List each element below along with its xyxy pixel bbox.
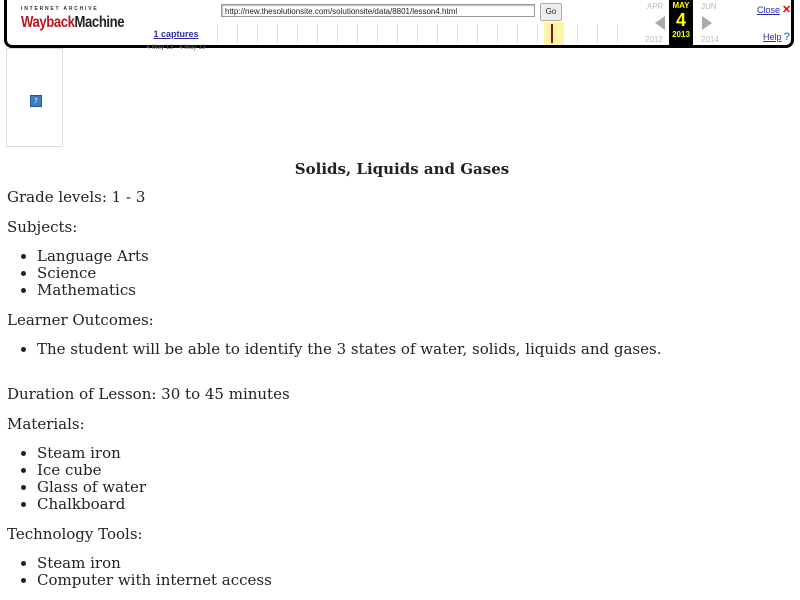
timeline-highlight-current-year bbox=[544, 22, 564, 45]
help-icon[interactable]: ? bbox=[783, 31, 791, 43]
logo-machine-text: Machine bbox=[74, 14, 125, 31]
logo-wayback-machine-text bbox=[21, 14, 125, 31]
list-item: • The student will be able to identify the 3 states of water, solids, liquids and gases. bbox=[37, 341, 797, 358]
close-link[interactable]: Close bbox=[757, 5, 781, 15]
prev-capture-arrow-icon bbox=[655, 16, 665, 30]
current-day: 4 bbox=[675, 10, 686, 30]
next-year-label: 2014 bbox=[701, 35, 719, 44]
prev-month-label: APR bbox=[647, 2, 664, 11]
url-input[interactable]: http://new.thesolutionsite.com/solutionsite/data/8801/lesson4.html bbox=[221, 4, 535, 17]
outcomes-heading: Learner Outcomes: bbox=[7, 311, 154, 329]
list-item: • Steam iron bbox=[37, 445, 797, 462]
subjects-heading: Subjects: bbox=[7, 218, 78, 236]
current-month: MAY bbox=[672, 1, 690, 10]
outcomes-list bbox=[7, 341, 797, 358]
list-item: • Chalkboard bbox=[37, 496, 797, 513]
list-item: • Science bbox=[37, 265, 797, 282]
timeline-capture-marker[interactable] bbox=[551, 24, 553, 43]
close-toolbar[interactable] bbox=[757, 3, 791, 16]
grade-levels: Grade levels: 1 - 3 bbox=[7, 188, 146, 206]
logo-wayback-text: Wayback bbox=[21, 14, 75, 31]
current-capture-date bbox=[669, 0, 693, 46]
help-link[interactable]: Help bbox=[763, 32, 782, 42]
wayback-toolbar bbox=[4, 0, 794, 51]
help-toolbar[interactable] bbox=[763, 31, 790, 43]
broken-image-frame bbox=[6, 48, 63, 147]
list-item: • Glass of water bbox=[37, 479, 797, 496]
list-item: • Mathematics bbox=[37, 282, 797, 299]
subjects-list bbox=[7, 248, 797, 299]
list-item: • Steam iron bbox=[37, 555, 797, 572]
tech-tools-list bbox=[7, 555, 797, 589]
broken-image-icon: ? bbox=[30, 95, 42, 107]
logo-internet-archive-text: INTERNET ARCHIVE bbox=[21, 6, 99, 12]
wayback-logo[interactable] bbox=[21, 6, 125, 42]
list-item: • Language Arts bbox=[37, 248, 797, 265]
current-year: 2013 bbox=[672, 30, 690, 39]
tech-tools-heading: Technology Tools: bbox=[7, 525, 143, 543]
next-month-label: JUN bbox=[701, 2, 717, 11]
duration: Duration of Lesson: 30 to 45 minutes bbox=[7, 385, 290, 403]
next-capture-arrow-icon bbox=[702, 16, 712, 30]
capture-timeline[interactable] bbox=[211, 22, 637, 45]
page-title: Solids, Liquids and Gases bbox=[294, 160, 510, 178]
list-item: • Ice cube bbox=[37, 462, 797, 479]
date-navigator bbox=[641, 0, 727, 46]
captures-link[interactable]: 1 captures bbox=[153, 29, 199, 39]
list-item: • Computer with internet access bbox=[37, 572, 797, 589]
go-button[interactable]: Go bbox=[540, 3, 562, 21]
materials-list bbox=[7, 445, 797, 513]
lesson-content bbox=[7, 158, 797, 589]
captures-info bbox=[141, 24, 211, 51]
close-icon[interactable]: ✕ bbox=[782, 4, 792, 16]
materials-heading: Materials: bbox=[7, 415, 85, 433]
captures-range: 4 May 13 - 4 May 13 bbox=[146, 44, 206, 51]
prev-year-label: 2012 bbox=[645, 35, 663, 44]
